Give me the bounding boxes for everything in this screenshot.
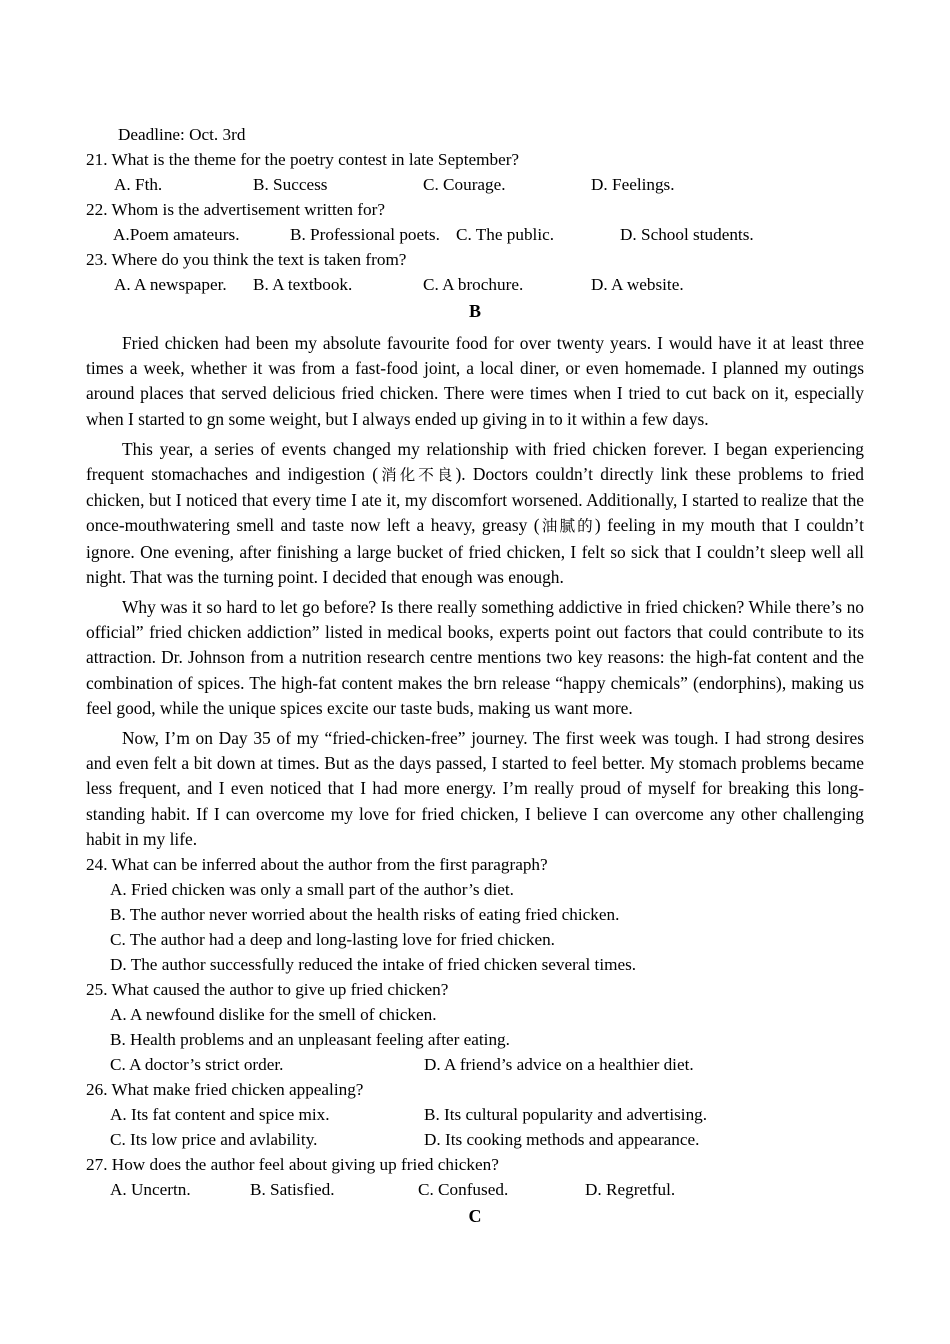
- question-27: [86, 1152, 864, 1202]
- question-26-options-cd: [86, 1127, 864, 1152]
- question-26-stem: 26. What make fried chicken appealing?: [86, 1080, 364, 1100]
- passage-paragraph-2-part1: This year, a series of events changed my relationship with fried chicken forever. I began experiencing frequent stomachaches and indigestion (: [86, 438, 864, 485]
- section-c-heading: C: [468, 1206, 482, 1227]
- question-21-stem: 21. What is the theme for the poetry contest in late September?: [86, 150, 520, 169]
- question-25-stem: 25. What caused the author to give up fried chicken?: [86, 980, 449, 1000]
- question-24-option-c[interactable]: C. The author had a deep and long-lasting love for fried chicken.: [110, 930, 555, 950]
- question-22: [86, 197, 864, 247]
- question-27-option-d[interactable]: D. Regretful.: [585, 1180, 676, 1200]
- question-24: [86, 852, 864, 977]
- question-26-options-ab: [86, 1102, 864, 1127]
- question-22-option-b[interactable]: B. Professional poets.: [290, 225, 440, 244]
- question-21: [86, 147, 864, 197]
- question-23-stem: 23. Where do you think the text is taken from?: [86, 250, 407, 269]
- question-21-option-a[interactable]: A. Fth.: [114, 175, 163, 194]
- question-23-option-a[interactable]: A. A newspaper.: [114, 275, 227, 294]
- chinese-gloss-indigestion: 消化不良: [378, 466, 456, 485]
- question-21-option-d[interactable]: D. Feelings.: [591, 175, 675, 194]
- passage-paragraph-1: Fried chicken had been my absolute favourite food for over twenty years. I would have it at least three times a week, whether it was from a fast-food joint, a local diner, or even homemade. I planned my outings around places that served delicious fried chicken. There were times when I tried to cut back on it, especially when I started to gn some weight, but I always ended up giving in to it within a few days.: [86, 333, 864, 429]
- question-26-option-c[interactable]: C. Its low price and avlability.: [110, 1130, 318, 1150]
- question-27-option-a[interactable]: A. Uncertn.: [110, 1180, 191, 1200]
- question-22-option-c[interactable]: C. The public.: [456, 225, 555, 244]
- passage-paragraph-2-part3: ) feeling in my mouth that I couldn’t ignore. One evening, after finishing a large bucket of fried chicken, I felt so sick that I couldn’t sleep well all night. That was the turning point. I decided that enough was enough.: [86, 515, 864, 587]
- question-23-option-d[interactable]: D. A website.: [591, 275, 684, 294]
- question-22-option-a[interactable]: A.Poem amateurs.: [113, 225, 240, 244]
- deadline-line: Deadline: Oct. 3rd: [118, 125, 246, 144]
- question-27-stem: 27. How does the author feel about giving up fried chicken?: [86, 1155, 499, 1175]
- question-21-option-c[interactable]: C. Courage.: [423, 175, 506, 194]
- passage-paragraph-4: Now, I’m on Day 35 of my “fried-chicken-free” journey. The first week was tough. I had strong desires and even felt a bit down at times. But as the days passed, I started to feel better. My stomach problems became less frequent, and I even noticed that I had more energy. I’m really proud of myself for breaking this long-standing habit. If I can overcome my love for fried chicken, I believe I can overcome any other challenging habit in my life.: [86, 728, 864, 849]
- question-21-option-b[interactable]: B. Success: [253, 175, 328, 194]
- question-23: [86, 247, 864, 297]
- question-26-option-a[interactable]: A. Its fat content and spice mix.: [110, 1105, 330, 1125]
- question-26-option-d[interactable]: D. Its cooking methods and appearance.: [424, 1130, 700, 1150]
- question-25-option-c[interactable]: C. A doctor’s strict order.: [110, 1055, 284, 1075]
- question-24-option-a[interactable]: A. Fried chicken was only a small part of the author’s diet.: [110, 880, 514, 900]
- question-23-option-c[interactable]: C. A brochure.: [423, 275, 524, 294]
- question-24-stem: 24. What can be inferred about the author from the first paragraph?: [86, 855, 548, 875]
- question-23-option-b[interactable]: B. A textbook.: [253, 275, 353, 294]
- question-22-options: [86, 222, 864, 247]
- question-27-option-b[interactable]: B. Satisfied.: [250, 1180, 335, 1200]
- question-25-option-d[interactable]: D. A friend’s advice on a healthier diet.: [424, 1055, 694, 1075]
- chinese-gloss-greasy: 油腻的: [539, 517, 595, 536]
- page-content: [86, 122, 864, 1229]
- question-24-option-d[interactable]: D. The author successfully reduced the intake of fried chicken several times.: [110, 955, 637, 975]
- question-25: [86, 977, 864, 1077]
- question-25-option-a[interactable]: A. A newfound dislike for the smell of chicken.: [110, 1005, 437, 1025]
- passage-paragraph-3: Why was it so hard to let go before? Is there really something addictive in fried chicken? While there’s no official” fried chicken addiction” listed in medical books, experts point out factors that could contribute to its attraction. Dr. Johnson from a nutrition research centre mentions two key reasons: the high-fat content and the combination of spices. The high-fat content makes the brn release “happy chemicals” (endorphins), making us feel good, while the unique spices excite our taste buds, making us want more.: [86, 597, 864, 718]
- section-b-heading: B: [468, 301, 481, 321]
- question-25-options-cd: [86, 1052, 864, 1077]
- question-27-options: [86, 1177, 864, 1202]
- passage-paragraph-2-part2: ). Doctors couldn’t directly link these problems to fried chicken, but I noticed that every time I ate it, my discomfort worsened. Additionally, I started to realize that the once-mouthwatering smell and taste now left a heavy, greasy (: [86, 464, 864, 536]
- question-22-option-d[interactable]: D. School students.: [620, 225, 754, 244]
- passage-paragraph-2: [86, 437, 864, 590]
- question-22-stem: 22. Whom is the advertisement written for?: [86, 200, 385, 219]
- question-23-options: [86, 272, 864, 297]
- question-26: [86, 1077, 864, 1152]
- question-21-options: [86, 172, 864, 197]
- question-24-option-b[interactable]: B. The author never worried about the health risks of eating fried chicken.: [110, 905, 620, 925]
- question-25-option-b[interactable]: B. Health problems and an unpleasant feeling after eating.: [110, 1030, 510, 1050]
- question-26-option-b[interactable]: B. Its cultural popularity and advertising.: [424, 1105, 708, 1125]
- question-27-option-c[interactable]: C. Confused.: [418, 1180, 509, 1200]
